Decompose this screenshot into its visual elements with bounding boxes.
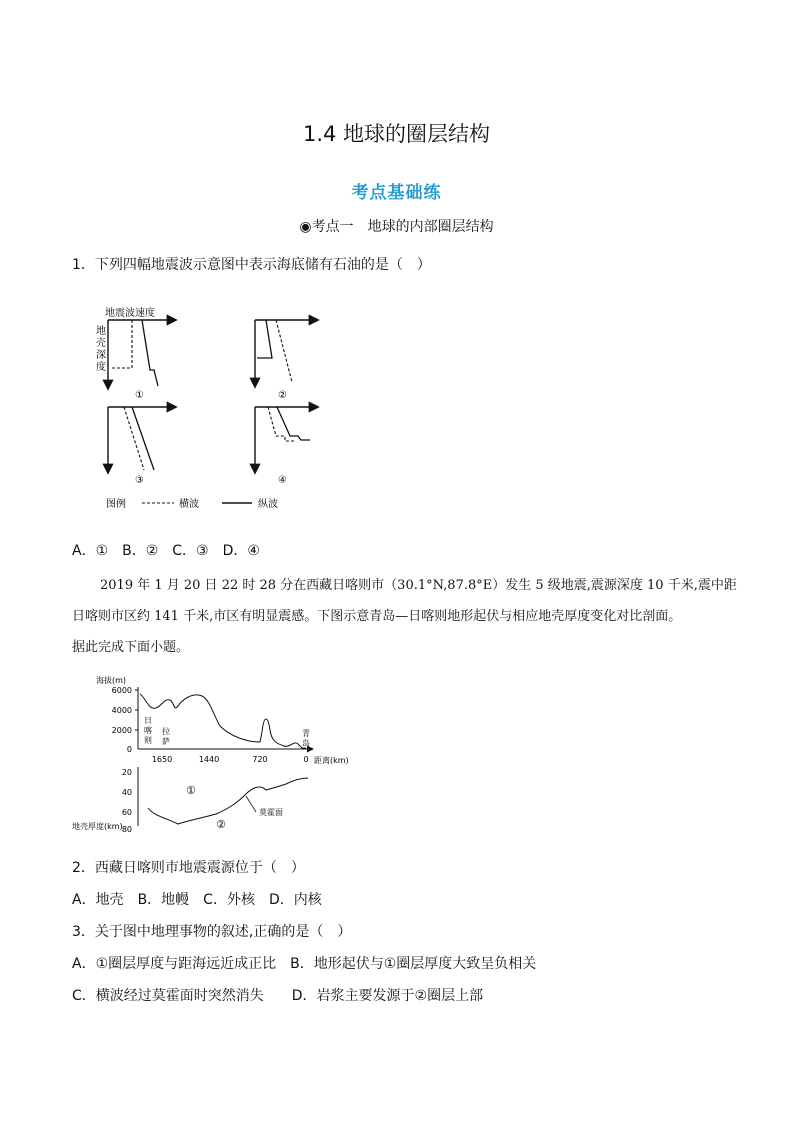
svg-text:萨: 萨 (162, 737, 170, 746)
svg-text:则: 则 (144, 736, 152, 745)
q3-stem: 3．关于图中地理事物的叙述,正确的是（ ） (72, 924, 352, 940)
crust-axis-label: 地壳厚度(km) (72, 822, 123, 831)
page-title: 1.4 地球的圈层结构 (302, 122, 491, 146)
region-2-label: ② (216, 818, 226, 831)
elev-tick-0: 0 (126, 745, 132, 754)
passage-line-1: 2019 年 1 月 20 日 22 时 28 分在西藏日喀则市（30.1°N,87.8°E）发生 5 级地震,震源深度 10 千米,震中距 (100, 578, 737, 593)
panel-4 (255, 407, 317, 486)
panel-label-1: ① (135, 390, 144, 401)
moho-label: 莫霍面 (259, 808, 283, 817)
dist-tick-720: 720 (252, 755, 268, 764)
kaodian-heading: ◉考点一 地球的内部圈层结构 (299, 219, 494, 235)
legend-title: 图例 (106, 499, 126, 510)
crust-tick-20: 20 (121, 768, 132, 777)
elevation-axis-label: 海拔(m) (96, 676, 127, 685)
section-title: 考点基础练 (351, 183, 442, 203)
q3-options-cd: C．横波经过莫霍面时突然消失 D．岩浆主要发源于②圈层上部 (72, 988, 484, 1004)
distance-axis-label: 距离(km) (314, 756, 349, 765)
city-label-lasa (162, 726, 170, 746)
crust-tick-80: 80 (121, 825, 132, 834)
panel-3 (108, 407, 175, 486)
svg-text:壳: 壳 (96, 338, 106, 349)
elev-tick-6000: 6000 (111, 686, 132, 695)
city-label-rikaze (144, 716, 152, 745)
profile-figure (70, 672, 360, 838)
city-label-qingdao (302, 728, 310, 748)
svg-text:深: 深 (96, 350, 106, 361)
svg-text:喀: 喀 (144, 726, 152, 735)
legend (106, 497, 278, 510)
passage-line-3: 据此完成下面小题。 (72, 640, 190, 655)
crust-tick-60: 60 (121, 808, 132, 817)
dist-tick-1440: 1440 (198, 755, 220, 764)
panel-label-3: ③ (135, 475, 144, 486)
elev-tick-2000: 2000 (111, 726, 132, 735)
svg-text:拉: 拉 (162, 727, 170, 736)
legend-dashed-label: 横波 (179, 499, 199, 510)
x-axis-label: 地震波速度 (105, 308, 155, 319)
q2-options: A．地壳 B．地幔 C．外核 D．内核 (72, 892, 322, 908)
svg-text:度: 度 (96, 362, 106, 373)
dist-tick-0: 0 (303, 755, 309, 764)
legend-solid-label: 纵波 (258, 499, 278, 510)
panel-2 (255, 320, 317, 401)
seismic-wave-figure (80, 296, 340, 518)
q3-options-ab: A．①圈层厚度与距海远近成正比 B．地形起伏与①圈层厚度大致呈负相关 (72, 956, 537, 972)
y-axis-label (96, 324, 106, 373)
svg-text:青: 青 (302, 729, 310, 738)
crust-tick-40: 40 (121, 788, 132, 797)
q2-stem: 2．西藏日喀则市地震震源位于（ ） (72, 860, 305, 876)
q1-stem: 1．下列四幅地震波示意图中表示海底储有石油的是（ ） (72, 257, 431, 273)
panel-label-2: ② (278, 390, 287, 401)
panel-1 (105, 306, 175, 401)
passage-line-2: 日喀则市区约 141 千米,市区有明显震感。下图示意青岛—日喀则地形起伏与相应地壳厚度变化对比剖面。 (72, 609, 682, 624)
elev-tick-4000: 4000 (111, 706, 132, 715)
region-1-label: ① (186, 784, 196, 797)
moho-line (148, 778, 308, 824)
svg-text:岛: 岛 (302, 739, 310, 748)
svg-text:地: 地 (96, 326, 106, 337)
dist-tick-1650: 1650 (151, 755, 173, 764)
svg-text:日: 日 (144, 716, 152, 725)
q1-options: A．① B．② C．③ D．④ (72, 543, 260, 559)
panel-label-4: ④ (278, 475, 287, 486)
